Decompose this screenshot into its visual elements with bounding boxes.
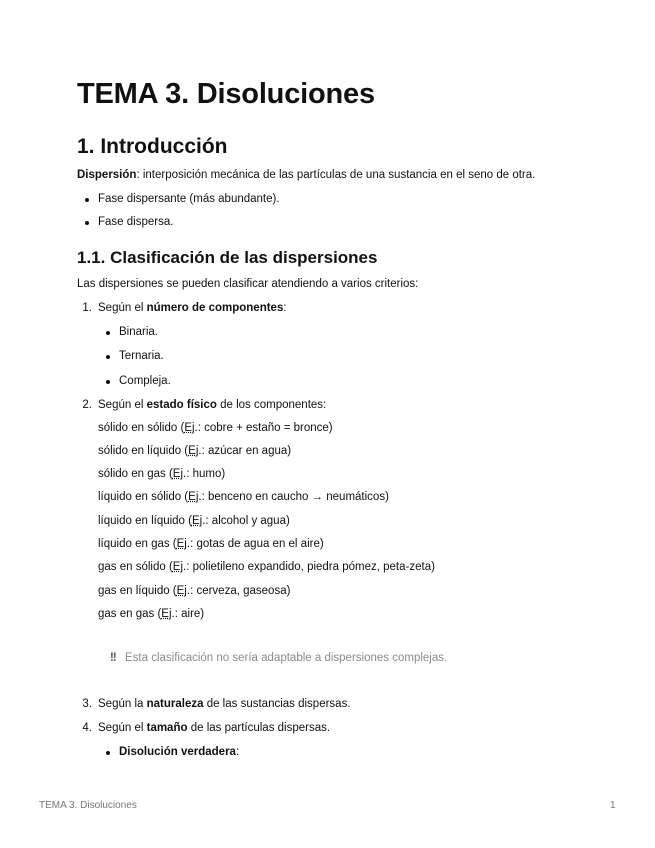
criterion-bold: naturaleza [146,698,204,710]
criterion-item [98,697,351,712]
definition-term: Dispersión [77,169,137,181]
example-text: sólido en líquido ( [98,445,189,457]
example-abbr: Ej [161,608,172,620]
example-abbr: Ej [172,561,184,573]
criterion-prefix: Según el [98,302,147,314]
example-text: líquido en gas ( [98,538,177,550]
example-text: .: aire) [171,608,205,620]
example-text: .: humo) [183,468,226,480]
section-heading-introduccion: 1. Introducción [77,135,228,158]
criterion-item [98,301,287,316]
list-item [119,745,239,760]
example-abbr: Ej [191,515,203,527]
example-text: .: gotas de agua en el aire) [186,538,324,550]
example-line [98,560,435,575]
list-item: Fase dispersante (más abundante). [98,193,280,205]
warning-note-text: Esta clasificación no sería adaptable a dispersiones complejas. [125,652,448,664]
example-abbr: Ej [176,585,187,597]
example-line [98,514,290,529]
example-text: líquido en líquido ( [98,515,192,527]
example-text: .: polietileno expandido, piedra pómez, peta-zeta) [183,561,435,573]
criterion-suffix: de las sustancias dispersas. [203,698,351,710]
list-number: 1. [82,302,92,314]
definition-paragraph [77,168,535,183]
example-abbr: Ej [188,445,199,457]
criterion-bold: número de componentes [146,302,284,314]
criterion-prefix: Según el [98,399,147,411]
section-heading-clasificacion: 1.1. Clasificación de las dispersiones [77,248,378,267]
example-text: gas en sólido ( [98,561,173,573]
page-title: TEMA 3. Disoluciones [77,78,375,110]
list-item: Fase dispersa. [98,216,174,228]
criterion-item [98,721,330,736]
example-line [98,421,333,436]
list-item: Binaria. [119,326,158,338]
list-number: 2. [82,399,92,411]
criterion-prefix: Según la [98,698,147,710]
example-line [98,584,290,599]
example-text: .: azúcar en agua) [198,445,292,457]
criterion-suffix: : [283,302,287,314]
warning-icon: !! [110,652,116,664]
list-item: Ternaria. [119,350,164,362]
page-number: 1 [610,800,616,811]
example-text: líquido en sólido ( [98,491,189,503]
definition-text: : interposición mecánica de las partículas de una sustancia en el seno de otra. [136,169,536,181]
list-number: 3. [82,698,92,710]
subitem-bold: Disolución verdadera [119,746,236,758]
criterion-bold: tamaño [146,722,188,734]
criterion-suffix: de las partículas dispersas. [187,722,331,734]
example-line [98,537,324,552]
example-abbr: Ej [172,468,184,480]
example-text: sólido en gas ( [98,468,173,480]
example-text: .: benceno en caucho → neumáticos) [198,491,389,503]
example-abbr: Ej [188,491,199,503]
example-abbr: Ej [176,538,187,550]
example-text: sólido en sólido ( [98,422,185,434]
list-number: 4. [82,722,92,734]
example-line [98,467,225,482]
example-abbr: Ej [184,422,195,434]
example-line [98,607,204,622]
example-line [98,490,389,505]
footer-title: TEMA 3. Disoluciones [39,800,137,811]
example-text: .: alcohol y agua) [202,515,290,527]
subitem-suffix: : [235,746,240,758]
criterion-bold: estado físico [146,399,217,411]
criterion-prefix: Según el [98,722,147,734]
intro-paragraph: Las dispersiones se pueden clasificar atendiendo a varios criterios: [77,278,419,290]
criterion-suffix: de los componentes: [216,399,327,411]
example-text: gas en gas ( [98,608,162,620]
criterion-item [98,398,326,413]
example-text: gas en líquido ( [98,585,177,597]
example-text: .: cerveza, gaseosa) [186,585,291,597]
warning-note [110,651,447,666]
example-line [98,444,291,459]
example-text: .: cobre + estaño = bronce) [194,422,333,434]
list-item: Compleja. [119,375,171,387]
